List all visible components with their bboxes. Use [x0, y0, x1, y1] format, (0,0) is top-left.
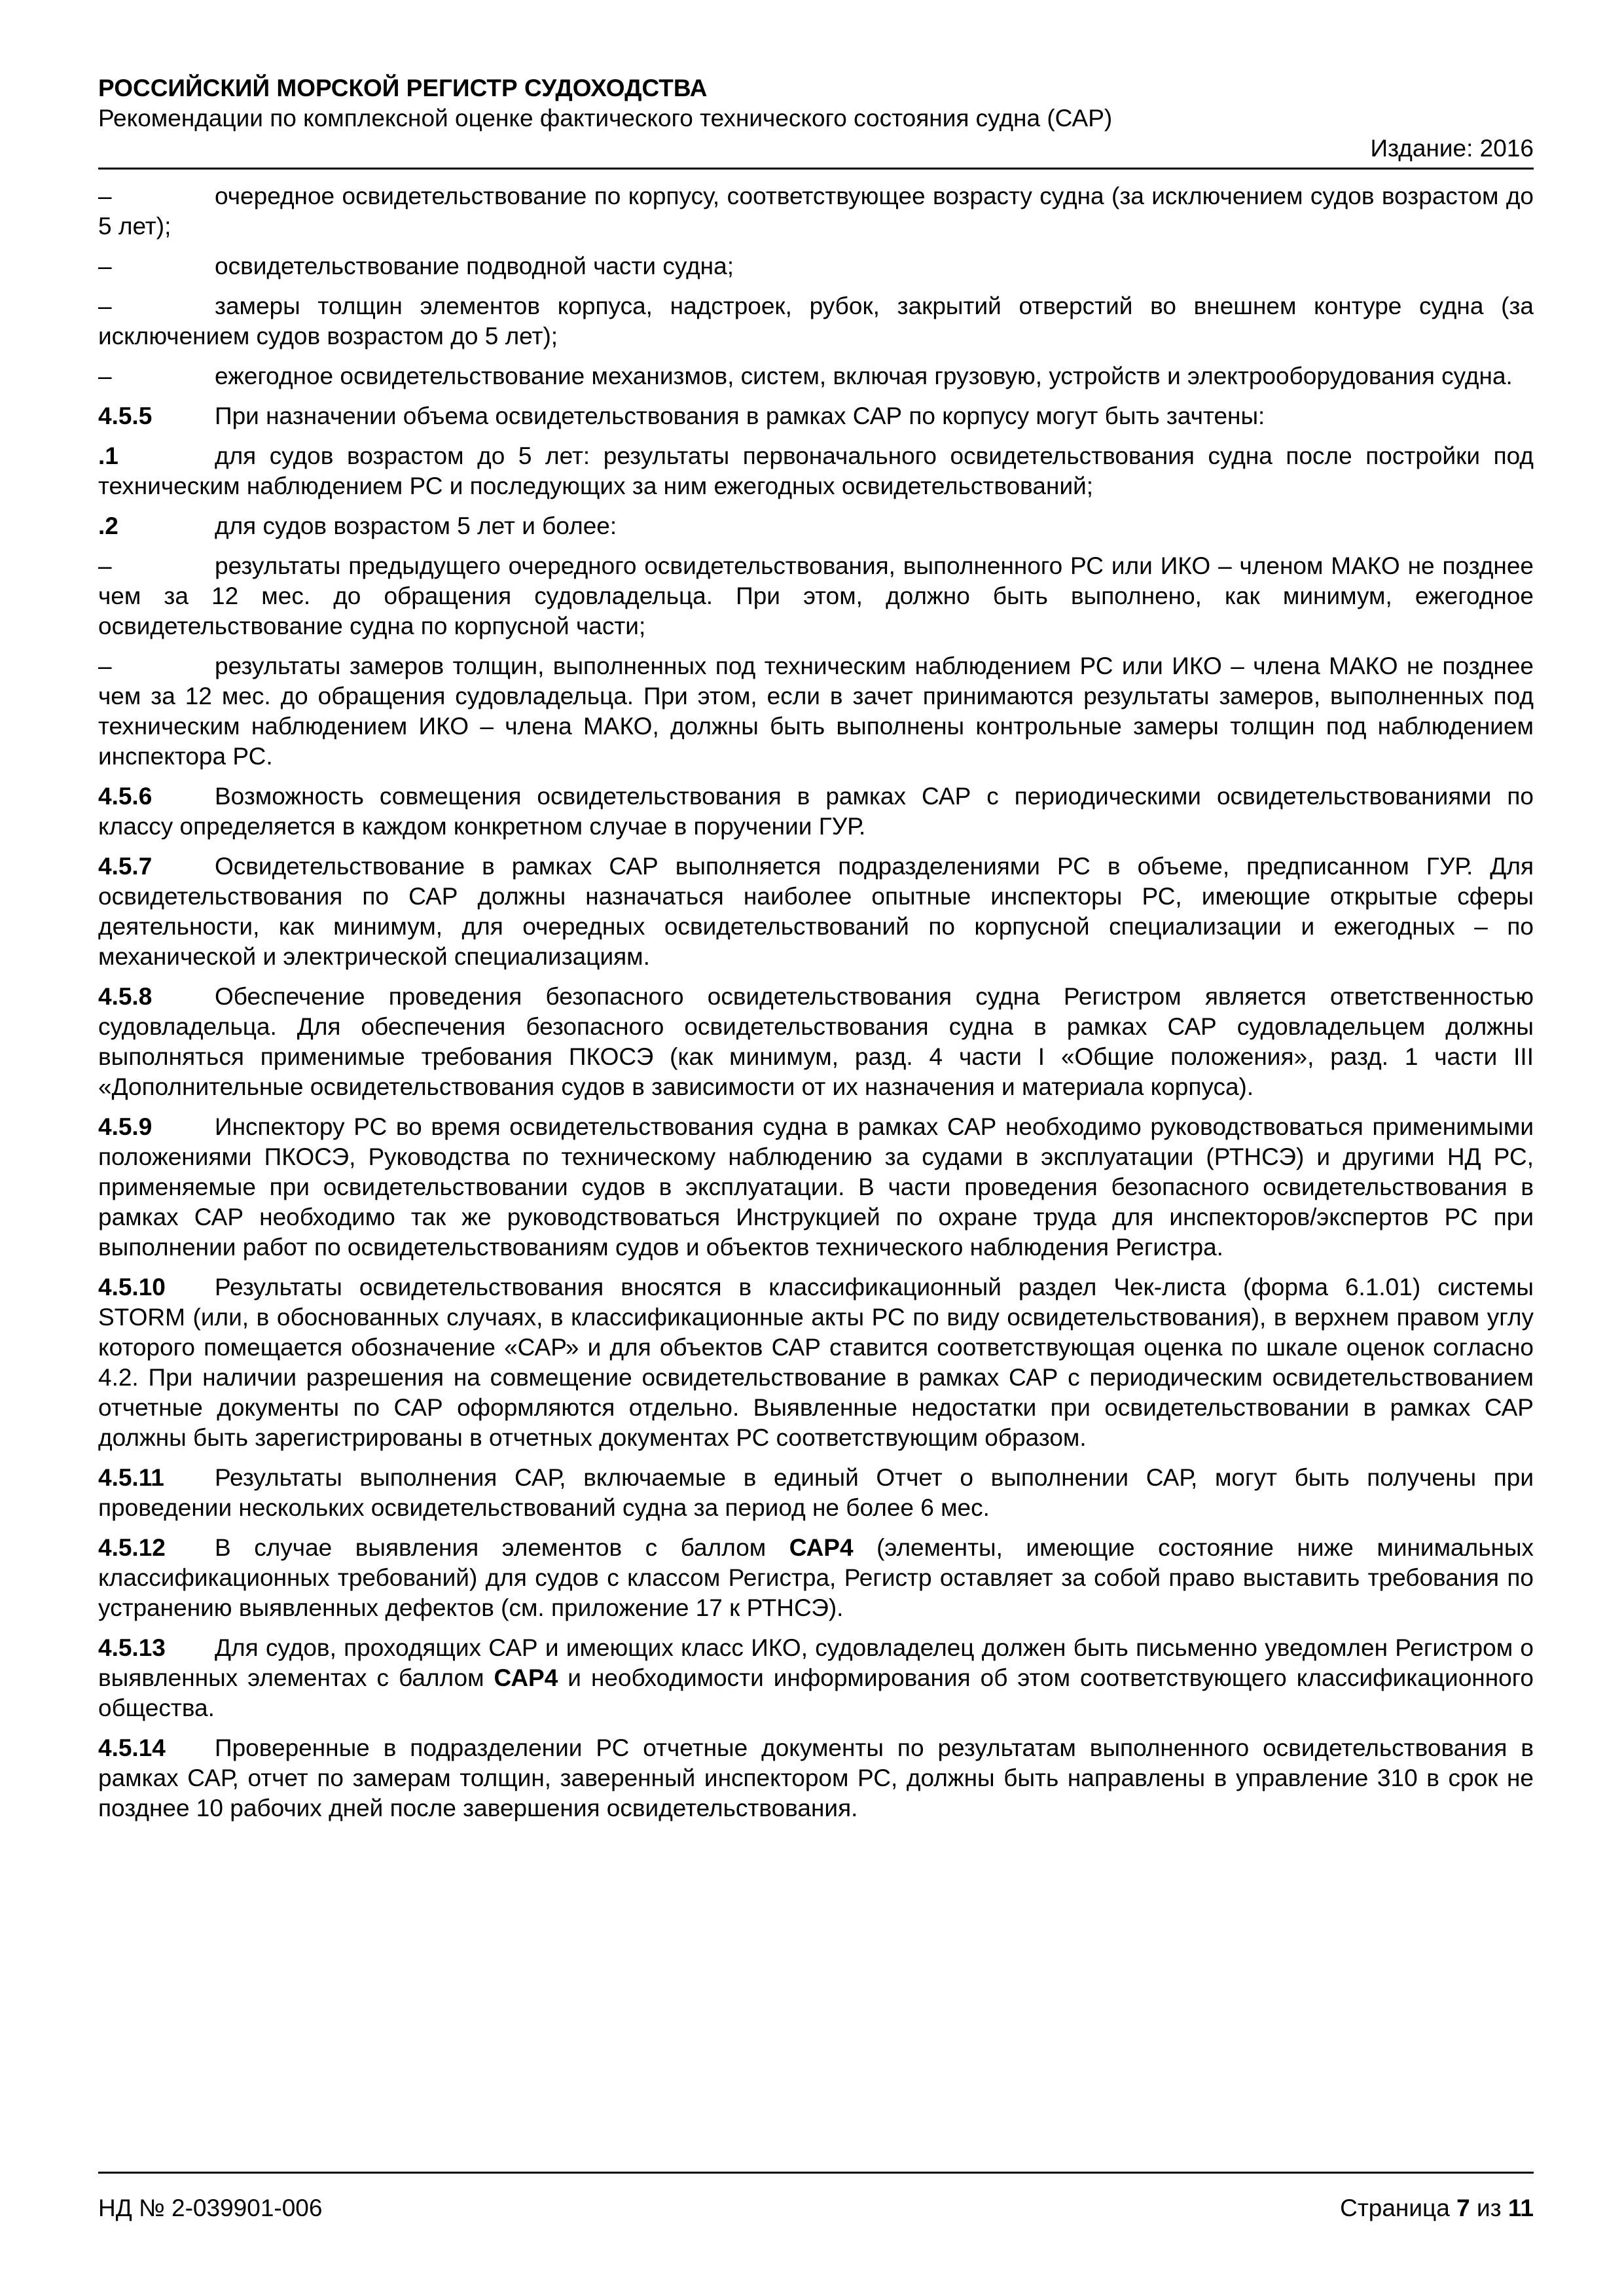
paragraph — [98, 441, 1534, 501]
paragraph-text: и необходимости информирования об этом соответствующего классификационного общества. — [98, 1664, 1534, 1721]
paragraph — [98, 982, 1534, 1102]
paragraph-number: 4.5.12 — [98, 1534, 166, 1561]
page-label: Страница — [1340, 2195, 1450, 2221]
paragraph — [98, 852, 1534, 972]
paragraph — [98, 781, 1534, 842]
paragraph — [98, 1633, 1534, 1723]
paragraph — [98, 1733, 1534, 1823]
paragraph-marker: – — [98, 653, 112, 679]
paragraph-number: .2 — [98, 512, 118, 539]
page-header — [98, 73, 1534, 170]
paragraph-marker: – — [98, 183, 112, 209]
paragraph — [98, 181, 1534, 242]
paragraph-text: освидетельствование подводной части судна; — [215, 253, 734, 279]
document-number: НД № 2-039901-006 — [98, 2195, 323, 2221]
paragraph — [98, 1112, 1534, 1263]
paragraph-text: для судов возрастом до 5 лет: результаты первоначального освидетельствования судна после постройки под техническим наблюдением РС и последующих за ним ежегодных освидетельствований; — [98, 442, 1534, 499]
paragraph-marker: – — [98, 293, 112, 319]
paragraph — [98, 551, 1534, 641]
paragraph-text: Обеспечение проведения безопасного освидетельствования судна Регистром является ответственностью судовладельца. Для обеспечения безопасного освидетельствования судна в рамках САР судовладельцем должны выполняться применимые требования ПКОСЭ (как минимум, разд. 4 части I «Общие положения», разд. 1 части III «Дополнительные освидетельствования судов в зависимости от их назначения и материала корпуса). — [98, 983, 1534, 1100]
paragraph — [98, 401, 1534, 431]
paragraph — [98, 361, 1534, 391]
paragraph-text: результаты предыдущего очередного освидетельствования, выполненного РС или ИКО – членом МАКО не позднее чем за 12 мес. до обращения судовладельца. При этом, должно быть выполнено, как минимум, ежегодное освидетельствование судна по корпусной части; — [98, 552, 1534, 639]
paragraph-text: Результаты выполнения САР, включаемые в единый Отчет о выполнении САР, могут быть получены при проведении нескольких освидетельствований судна за период не более 6 мес. — [98, 1464, 1534, 1521]
paragraph-text: (элементы, имеющие состояние ниже минимальных классификационных требований) для судов с классом Регистра, Регистр оставляет за собой право выставить требования по устранению выявленных дефектов (см. приложение 17 к РТНСЭ). — [98, 1534, 1534, 1621]
document-title: Рекомендации по комплексной оценке фактического технического состояния судна (САР) — [98, 105, 1113, 132]
page-indicator — [1340, 2193, 1534, 2223]
paragraph-marker: – — [98, 363, 112, 389]
paragraph — [98, 1272, 1534, 1453]
organization-name: РОССИЙСКИЙ МОРСКОЙ РЕГИСТР СУДОХОДСТВА — [98, 75, 708, 101]
paragraph-text: Проверенные в подразделении РС отчетные документы по результатам выполненного освидетельствования в рамках САР, отчет по замерам толщин, заверенный инспектором РС, должны быть направлены в управление 310 в срок не позднее 10 рабочих дней после завершения освидетельствования. — [98, 1734, 1534, 1821]
paragraph-text: Возможность совмещения освидетельствования в рамках САР с периодическими освидетельствованиями по классу определяется в каждом конкретном случае в поручении ГУР. — [98, 783, 1534, 840]
paragraph-number: 4.5.8 — [98, 983, 153, 1010]
paragraph-text: При назначении объема освидетельствования в рамках САР по корпусу могут быть зачтены: — [215, 403, 1265, 429]
score-label: САР4 — [494, 1664, 558, 1691]
paragraph — [98, 1533, 1534, 1623]
paragraph-number: 4.5.11 — [98, 1464, 164, 1491]
paragraph-number: .1 — [98, 442, 118, 469]
page-of-label: из — [1476, 2195, 1502, 2221]
paragraph-text: Инспектору РС во время освидетельствования судна в рамках САР необходимо руководствоваться применимыми положениями ПКОСЭ, Руководства по техническому наблюдению за судами в эксплуатации (РТНСЭ) и другими НД РС, применяемые при освидетельствовании судов в эксплуатации. В части проведения безопасного освидетельствования в рамках САР необходимо так же руководствоваться Инструкцией по охране труда для инспекторов/экспертов РС при выполнении работ по освидетельствованиям судов и объектов технического наблюдения Регистра. — [98, 1113, 1534, 1261]
paragraph — [98, 251, 1534, 281]
document-page — [98, 73, 1534, 1833]
paragraph-text: Освидетельствование в рамках САР выполняется подразделениями РС в объеме, предписанном ГУР. Для освидетельствования по САР должны назначаться наиболее опытные инспекторы РС, имеющие открытые сферы деятельности, как минимум, для очередных освидетельствований по корпусной специализации и ежегодных – по механической и электрической специализациям. — [98, 853, 1534, 970]
paragraph-text: ежегодное освидетельствование механизмов, систем, включая грузовую, устройств и электрооборудования судна. — [215, 363, 1513, 389]
document-body — [98, 181, 1534, 1823]
paragraph — [98, 1463, 1534, 1523]
paragraph — [98, 651, 1534, 772]
paragraph-number: 4.5.9 — [98, 1113, 153, 1140]
paragraph-text: Для судов, проходящих САР и имеющих класс ИКО, судовладелец должен быть письменно уведомлен Регистром о выявленных элементах с баллом — [98, 1634, 1534, 1691]
paragraph-number: 4.5.5 — [98, 403, 153, 429]
score-label: САР4 — [789, 1534, 854, 1561]
paragraph-number: 4.5.10 — [98, 1274, 166, 1300]
page-footer — [98, 2172, 1534, 2223]
edition-label: Издание: 2016 — [1370, 135, 1534, 162]
paragraph — [98, 511, 1534, 541]
paragraph-text: Результаты освидетельствования вносятся в классификационный раздел Чек-листа (форма 6.1.01) системы STORM (или, в обоснованных случаях, в классификационные акты РС по виду освидетельствования), в верхнем правом углу которого помещается обозначение «САР» и для объектов САР ставится соответствующая оценка по шкале оценок согласно 4.2. При наличии разрешения на совмещение освидетельствование в рамках САР с периодическим освидетельствованием отчетные документы по САР оформляются отдельно. Выявленные недостатки при освидетельствовании в рамках САР должны быть зарегистрированы в отчетных документах РС соответствующим образом. — [98, 1274, 1534, 1451]
paragraph-text: замеры толщин элементов корпуса, надстроек, рубок, закрытий отверстий во внешнем контуре судна (за исключением судов возрастом до 5 лет); — [98, 293, 1534, 350]
footer-divider — [98, 2172, 1534, 2174]
paragraph — [98, 291, 1534, 351]
paragraph-marker: – — [98, 253, 112, 279]
paragraph-number: 4.5.7 — [98, 853, 153, 880]
paragraph-marker: – — [98, 552, 112, 579]
paragraph-number: 4.5.6 — [98, 783, 153, 810]
paragraph-text: для судов возрастом 5 лет и более: — [215, 512, 617, 539]
page-current: 7 — [1456, 2195, 1470, 2221]
paragraph-text: В случае выявления элементов с баллом — [215, 1534, 789, 1561]
page-total: 11 — [1507, 2195, 1534, 2221]
paragraph-number: 4.5.13 — [98, 1634, 166, 1661]
header-divider — [98, 168, 1534, 170]
paragraph-number: 4.5.14 — [98, 1734, 166, 1761]
paragraph-text: очередное освидетельствование по корпусу, соответствующее возрасту судна (за исключением судов возрастом до 5 лет); — [98, 183, 1534, 240]
paragraph-text: результаты замеров толщин, выполненных под техническим наблюдением РС или ИКО – члена МАКО не позднее чем за 12 мес. до обращения судовладельца. При этом, если в зачет принимаются результаты замеров, выполненных под техническим наблюдением ИКО – члена МАКО, должны быть выполнены контрольные замеры толщин под наблюдением инспектора РС. — [98, 653, 1534, 770]
